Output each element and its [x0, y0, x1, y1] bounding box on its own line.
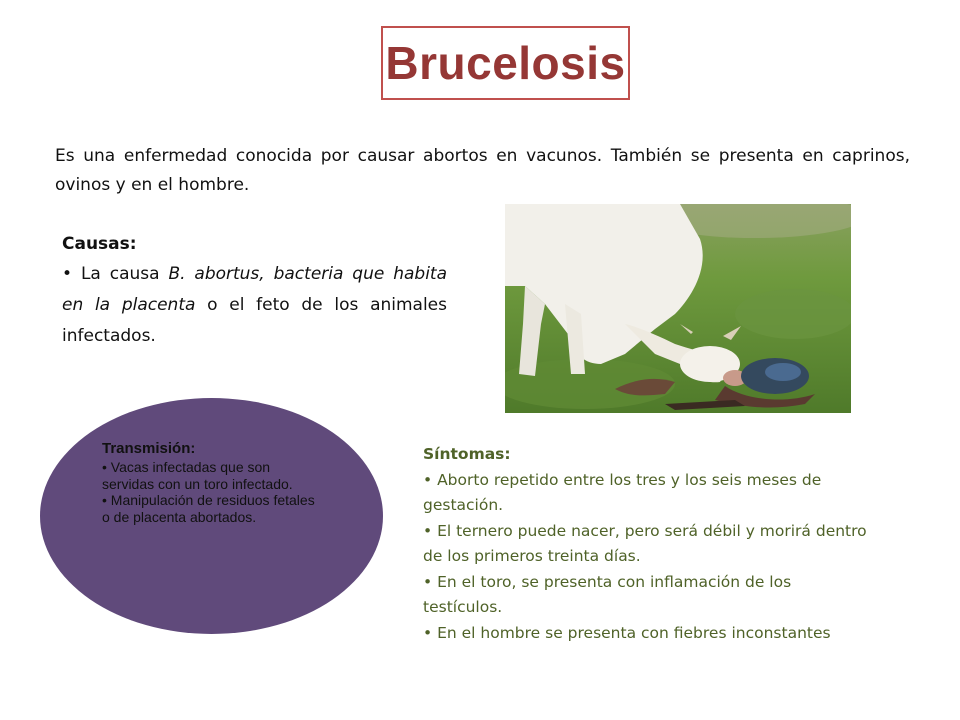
transmision-heading: Transmisión: [102, 440, 196, 457]
slide-title: Brucelosis [385, 37, 626, 89]
sintomas-heading: Síntomas: [423, 445, 511, 463]
causas-heading: Causas: [62, 234, 137, 254]
causas-bullet: • [62, 264, 73, 284]
intro-paragraph: Es una enfermedad conocida por causar abortos en vacunos. También se presenta en caprinos, ovinos y en el hombre. [55, 146, 910, 195]
causas-text [62, 259, 447, 352]
cow-photo-icon [505, 204, 851, 413]
causas-text-italic: B. abortus, bacteria que habita en la placenta [62, 264, 448, 315]
sintomas-item: • En el toro, se presenta con inflamación de los testículos. [423, 572, 792, 616]
transmision-item: • Vacas infectadas que son servidas con un toro infectado. [102, 459, 293, 492]
transmision-section [102, 439, 317, 525]
transmision-item: • Manipulación de residuos fetales o de placenta abortados. [102, 492, 315, 525]
title-box [381, 26, 630, 100]
sintomas-item: • Aborto repetido entre los tres y los seis meses de gestación. [423, 470, 822, 514]
causas-text-3: o el feto de los animales infectados. [62, 295, 447, 346]
causas-text-1: La causa [80, 264, 169, 284]
sintomas-section [423, 442, 875, 646]
causas-section [62, 230, 447, 352]
sintomas-item: • El ternero puede nacer, pero será débil y morirá dentro de los primeros treinta días. [423, 521, 867, 565]
sintomas-item: • En el hombre se presenta con fiebres inconstantes [423, 623, 831, 642]
